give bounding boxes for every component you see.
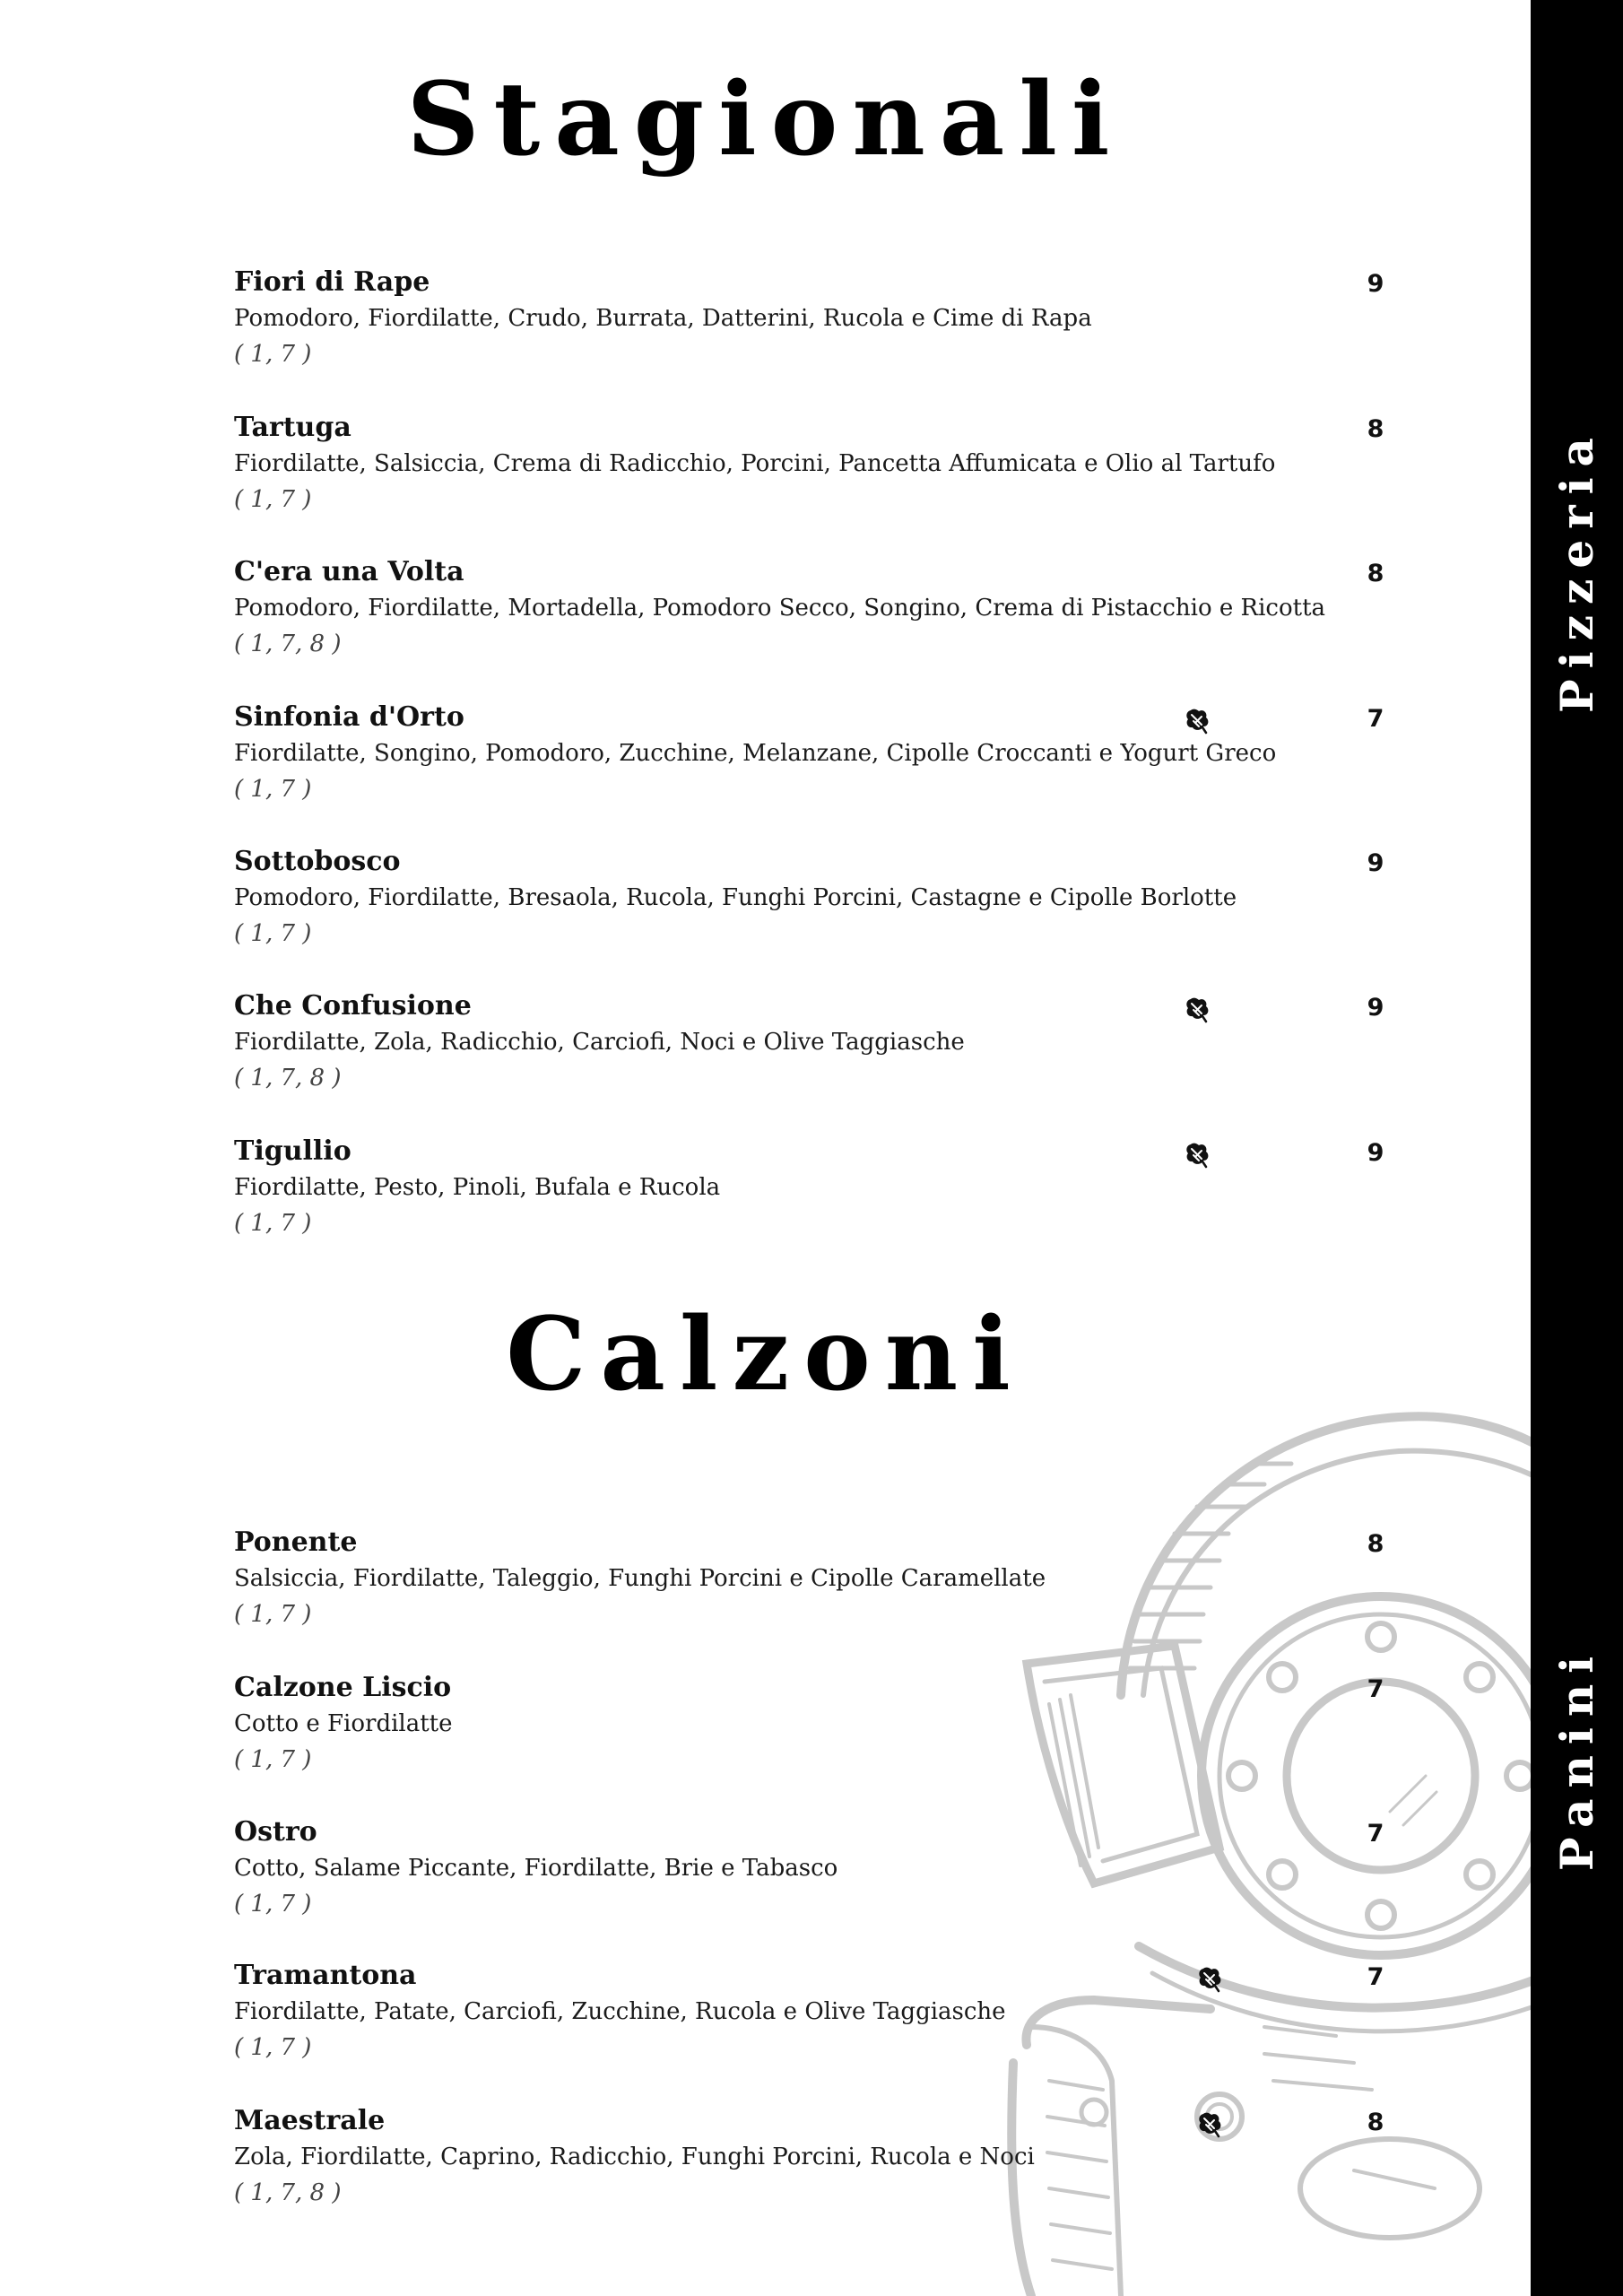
menu-item-allergens: ( 1, 7 ) xyxy=(234,2034,312,2061)
vegetarian-icon xyxy=(1183,706,1211,735)
sidebar-tab-label: Panini xyxy=(1550,1645,1604,1871)
vegetarian-icon xyxy=(1195,1964,1224,1993)
menu-item xyxy=(234,1959,1391,2093)
menu-item-allergens: ( 1, 7 ) xyxy=(234,920,312,947)
menu-item-price: 8 xyxy=(1367,560,1384,587)
menu-item xyxy=(234,845,1391,979)
menu-item-name: Calzone Liscio xyxy=(234,1672,452,1703)
menu-item-price: 7 xyxy=(1367,1820,1384,1848)
menu-item-price: 9 xyxy=(1367,1139,1384,1167)
menu-item xyxy=(234,555,1391,690)
menu-item-allergens: ( 1, 7 ) xyxy=(234,1746,312,1773)
menu-item-description: Pomodoro, Fiordilatte, Mortadella, Pomodoro Secco, Songino, Crema di Pistacchio e Ricotta xyxy=(234,595,1326,622)
menu-item-name: Fiori di Rape xyxy=(234,266,430,298)
menu-item-description: Fiordilatte, Zola, Radicchio, Carciofi, Noci e Olive Taggiasche xyxy=(234,1029,965,1056)
category-sidebar xyxy=(1531,0,1623,2296)
menu-item-allergens: ( 1, 7 ) xyxy=(234,1210,312,1237)
sidebar-tab-label: Pizzeria xyxy=(1550,426,1603,713)
menu-item-allergens: ( 1, 7, 8 ) xyxy=(234,2179,342,2206)
menu-item-price: 8 xyxy=(1367,1530,1384,1558)
menu-item-name: Maestrale xyxy=(234,2105,386,2136)
vegetarian-icon xyxy=(1195,2109,1224,2138)
menu-item xyxy=(234,411,1391,545)
menu-item-allergens: ( 1, 7, 8 ) xyxy=(234,1065,342,1091)
vegetarian-icon xyxy=(1183,995,1211,1023)
menu-item-description: Fiordilatte, Patate, Carciofi, Zucchine, Rucola e Olive Taggiasche xyxy=(234,1998,1006,2025)
menu-item xyxy=(234,1526,1391,1660)
menu-item-allergens: ( 1, 7 ) xyxy=(234,776,312,803)
menu-item xyxy=(234,1671,1391,1805)
menu-item-name: Sinfonia d'Orto xyxy=(234,701,464,733)
menu-item-price: 7 xyxy=(1367,1963,1384,1991)
menu-item-description: Fiordilatte, Pesto, Pinoli, Bufala e Rucola xyxy=(234,1174,721,1201)
menu-item-name: Ostro xyxy=(234,1816,317,1848)
section-title-stagionali: Stagionali xyxy=(406,61,1124,178)
section-title-calzoni: Calzoni xyxy=(506,1296,1025,1413)
menu-item-price: 9 xyxy=(1367,270,1384,298)
menu-item-description: Cotto e Fiordilatte xyxy=(234,1710,453,1737)
menu-item-name: Tigullio xyxy=(234,1135,352,1167)
menu-item xyxy=(234,1135,1391,1269)
menu-item-price: 7 xyxy=(1367,1675,1384,1703)
menu-item xyxy=(234,700,1391,835)
vegetarian-icon xyxy=(1183,1140,1211,1169)
menu-item-allergens: ( 1, 7 ) xyxy=(234,486,312,513)
menu-item-price: 8 xyxy=(1367,2109,1384,2136)
menu-item-price: 7 xyxy=(1367,705,1384,733)
menu-item-description: Zola, Fiordilatte, Caprino, Radicchio, Funghi Porcini, Rucola e Noci xyxy=(234,2144,1035,2170)
menu-item-name: Tartuga xyxy=(234,412,352,443)
menu-item-description: Fiordilatte, Salsiccia, Crema di Radicchio, Porcini, Pancetta Affumicata e Olio al Tartufo xyxy=(234,450,1276,477)
menu-item-description: Cotto, Salame Piccante, Fiordilatte, Brie e Tabasco xyxy=(234,1855,838,1882)
menu-item-allergens: ( 1, 7 ) xyxy=(234,1601,312,1628)
menu-item xyxy=(234,989,1391,1124)
menu-item-allergens: ( 1, 7, 8 ) xyxy=(234,631,342,657)
sidebar-tab-pizzeria[interactable] xyxy=(1531,381,1623,758)
menu-item-description: Fiordilatte, Songino, Pomodoro, Zucchine, Melanzane, Cipolle Croccanti e Yogurt Greco xyxy=(234,740,1277,767)
menu-item-name: C'era una Volta xyxy=(234,556,464,587)
menu-item-name: Sottobosco xyxy=(234,846,401,877)
menu-item-price: 9 xyxy=(1367,994,1384,1022)
menu-item-name: Tramantona xyxy=(234,1960,417,1991)
menu-item xyxy=(234,1815,1391,1950)
menu-item xyxy=(234,2104,1391,2239)
menu-item-price: 8 xyxy=(1367,415,1384,443)
menu-item-allergens: ( 1, 7 ) xyxy=(234,341,312,368)
menu-item-allergens: ( 1, 7 ) xyxy=(234,1891,312,1918)
sidebar-tab-panini[interactable] xyxy=(1531,1570,1623,1946)
menu-item-description: Salsiccia, Fiordilatte, Taleggio, Funghi Porcini e Cipolle Caramellate xyxy=(234,1565,1046,1592)
menu-item-description: Pomodoro, Fiordilatte, Bresaola, Rucola, Funghi Porcini, Castagne e Cipolle Borlotte xyxy=(234,884,1237,911)
menu-item-description: Pomodoro, Fiordilatte, Crudo, Burrata, Datterini, Rucola e Cime di Rapa xyxy=(234,305,1092,332)
menu-item xyxy=(234,265,1391,400)
menu-item-price: 9 xyxy=(1367,849,1384,877)
menu-item-name: Ponente xyxy=(234,1526,358,1558)
menu-item-name: Che Confusione xyxy=(234,990,472,1022)
